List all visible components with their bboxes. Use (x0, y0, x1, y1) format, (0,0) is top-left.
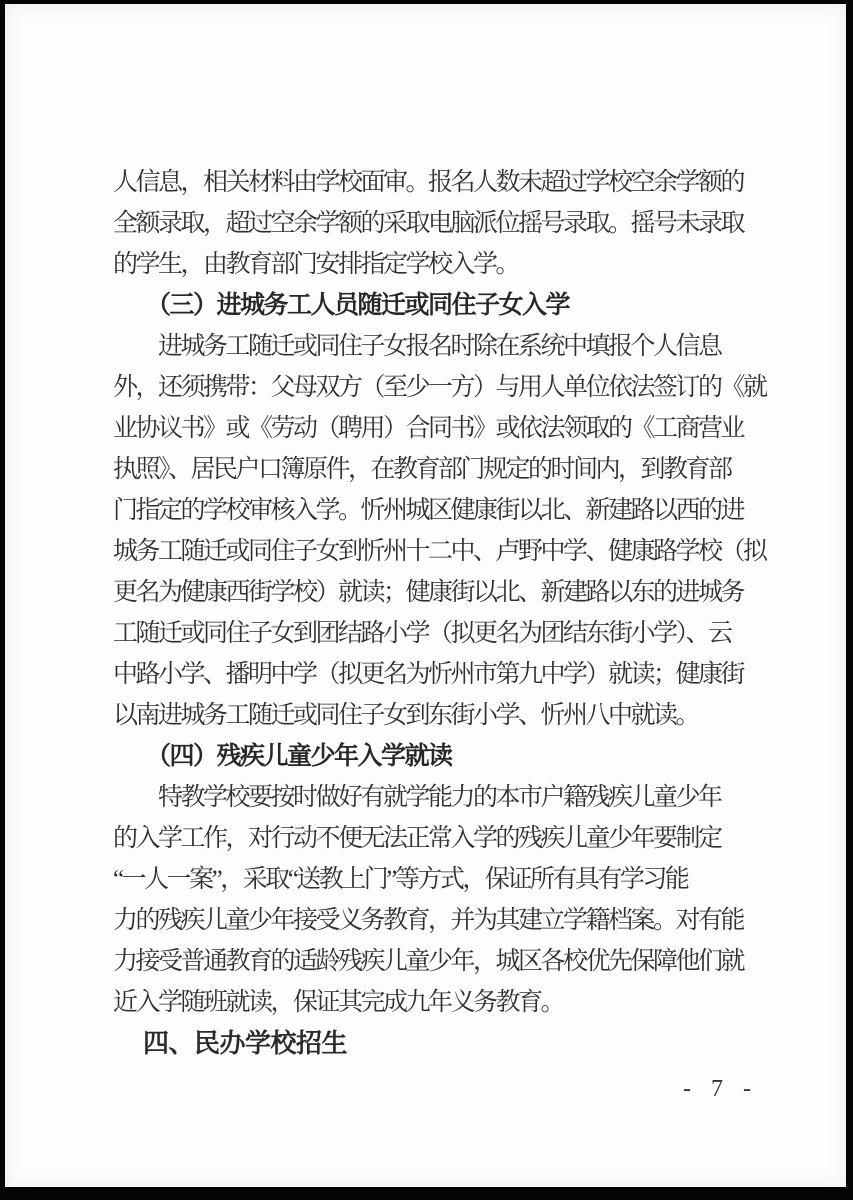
page-number: - 7 - (683, 1076, 758, 1102)
text-line: “一人一案”，采取“送教上门”等方式，保证所有具有学习能 (113, 866, 688, 893)
text-line: 执照》、居民户口簿原件，在教育部门规定的时间内，到教育部 (113, 456, 731, 483)
text-line: 城务工随迁或同住子女到忻州十二中、卢野中学、健康路学校（拟 (113, 538, 766, 565)
text-line: 的学生，由教育部门安排指定学校入学。 (113, 251, 519, 278)
subsection-heading-3: （三）进城务工人员随迁或同住子女入学 (146, 292, 570, 319)
document-body (113, 162, 773, 1064)
text-line: 进城务工随迁或同住子女报名时除在系统中填报个人信息 (158, 333, 721, 360)
text-line: 业协议书》或《劳动（聘用）合同书》或依法领取的《工商营业 (113, 415, 744, 442)
text-line: 以南进城务工随迁或同住子女到东街小学、忻州八中就读。 (113, 702, 699, 729)
text-line: 力接受普通教育的适龄残疾儿童少年，城区各校优先保障他们就 (113, 948, 744, 975)
subsection-heading-4: （四）残疾儿童少年入学就读 (146, 743, 452, 770)
text-line: 力的残疾儿童少年接受义务教育，并为其建立学籍档案。对有能 (113, 907, 744, 934)
text-line: 人信息，相关材料由学校面审。报名人数未超过学校空余学额的 (113, 169, 744, 196)
text-line: 的入学工作，对行动不便无法正常入学的残疾儿童少年要制定 (113, 825, 721, 852)
text-line: 特教学校要按时做好有就学能力的本市户籍残疾儿童少年 (158, 784, 721, 811)
text-line: 近入学随班就读，保证其完成九年义务教育。 (113, 989, 564, 1016)
text-line: 全额录取，超过空余学额的采取电脑派位摇号录取。摇号未录取 (113, 210, 744, 237)
text-line: 更名为健康西街学校）就读；健康街以北、新建路以东的进城务 (113, 579, 744, 606)
document-page (5, 4, 846, 1187)
text-line: 中路小学、播明中学（拟更名为忻州市第九中学）就读；健康街 (113, 661, 744, 688)
text-line: 门指定的学校审核入学。忻州城区健康街以北、新建路以西的进 (113, 497, 744, 524)
text-line: 外，还须携带：父母双方（至少一方）与用人单位依法签订的《就 (113, 374, 766, 401)
text-line: 工随迁或同住子女到团结路小学（拟更名为团结东街小学）、云 (113, 620, 731, 647)
section-heading: 四、民办学校招生 (143, 1028, 348, 1058)
